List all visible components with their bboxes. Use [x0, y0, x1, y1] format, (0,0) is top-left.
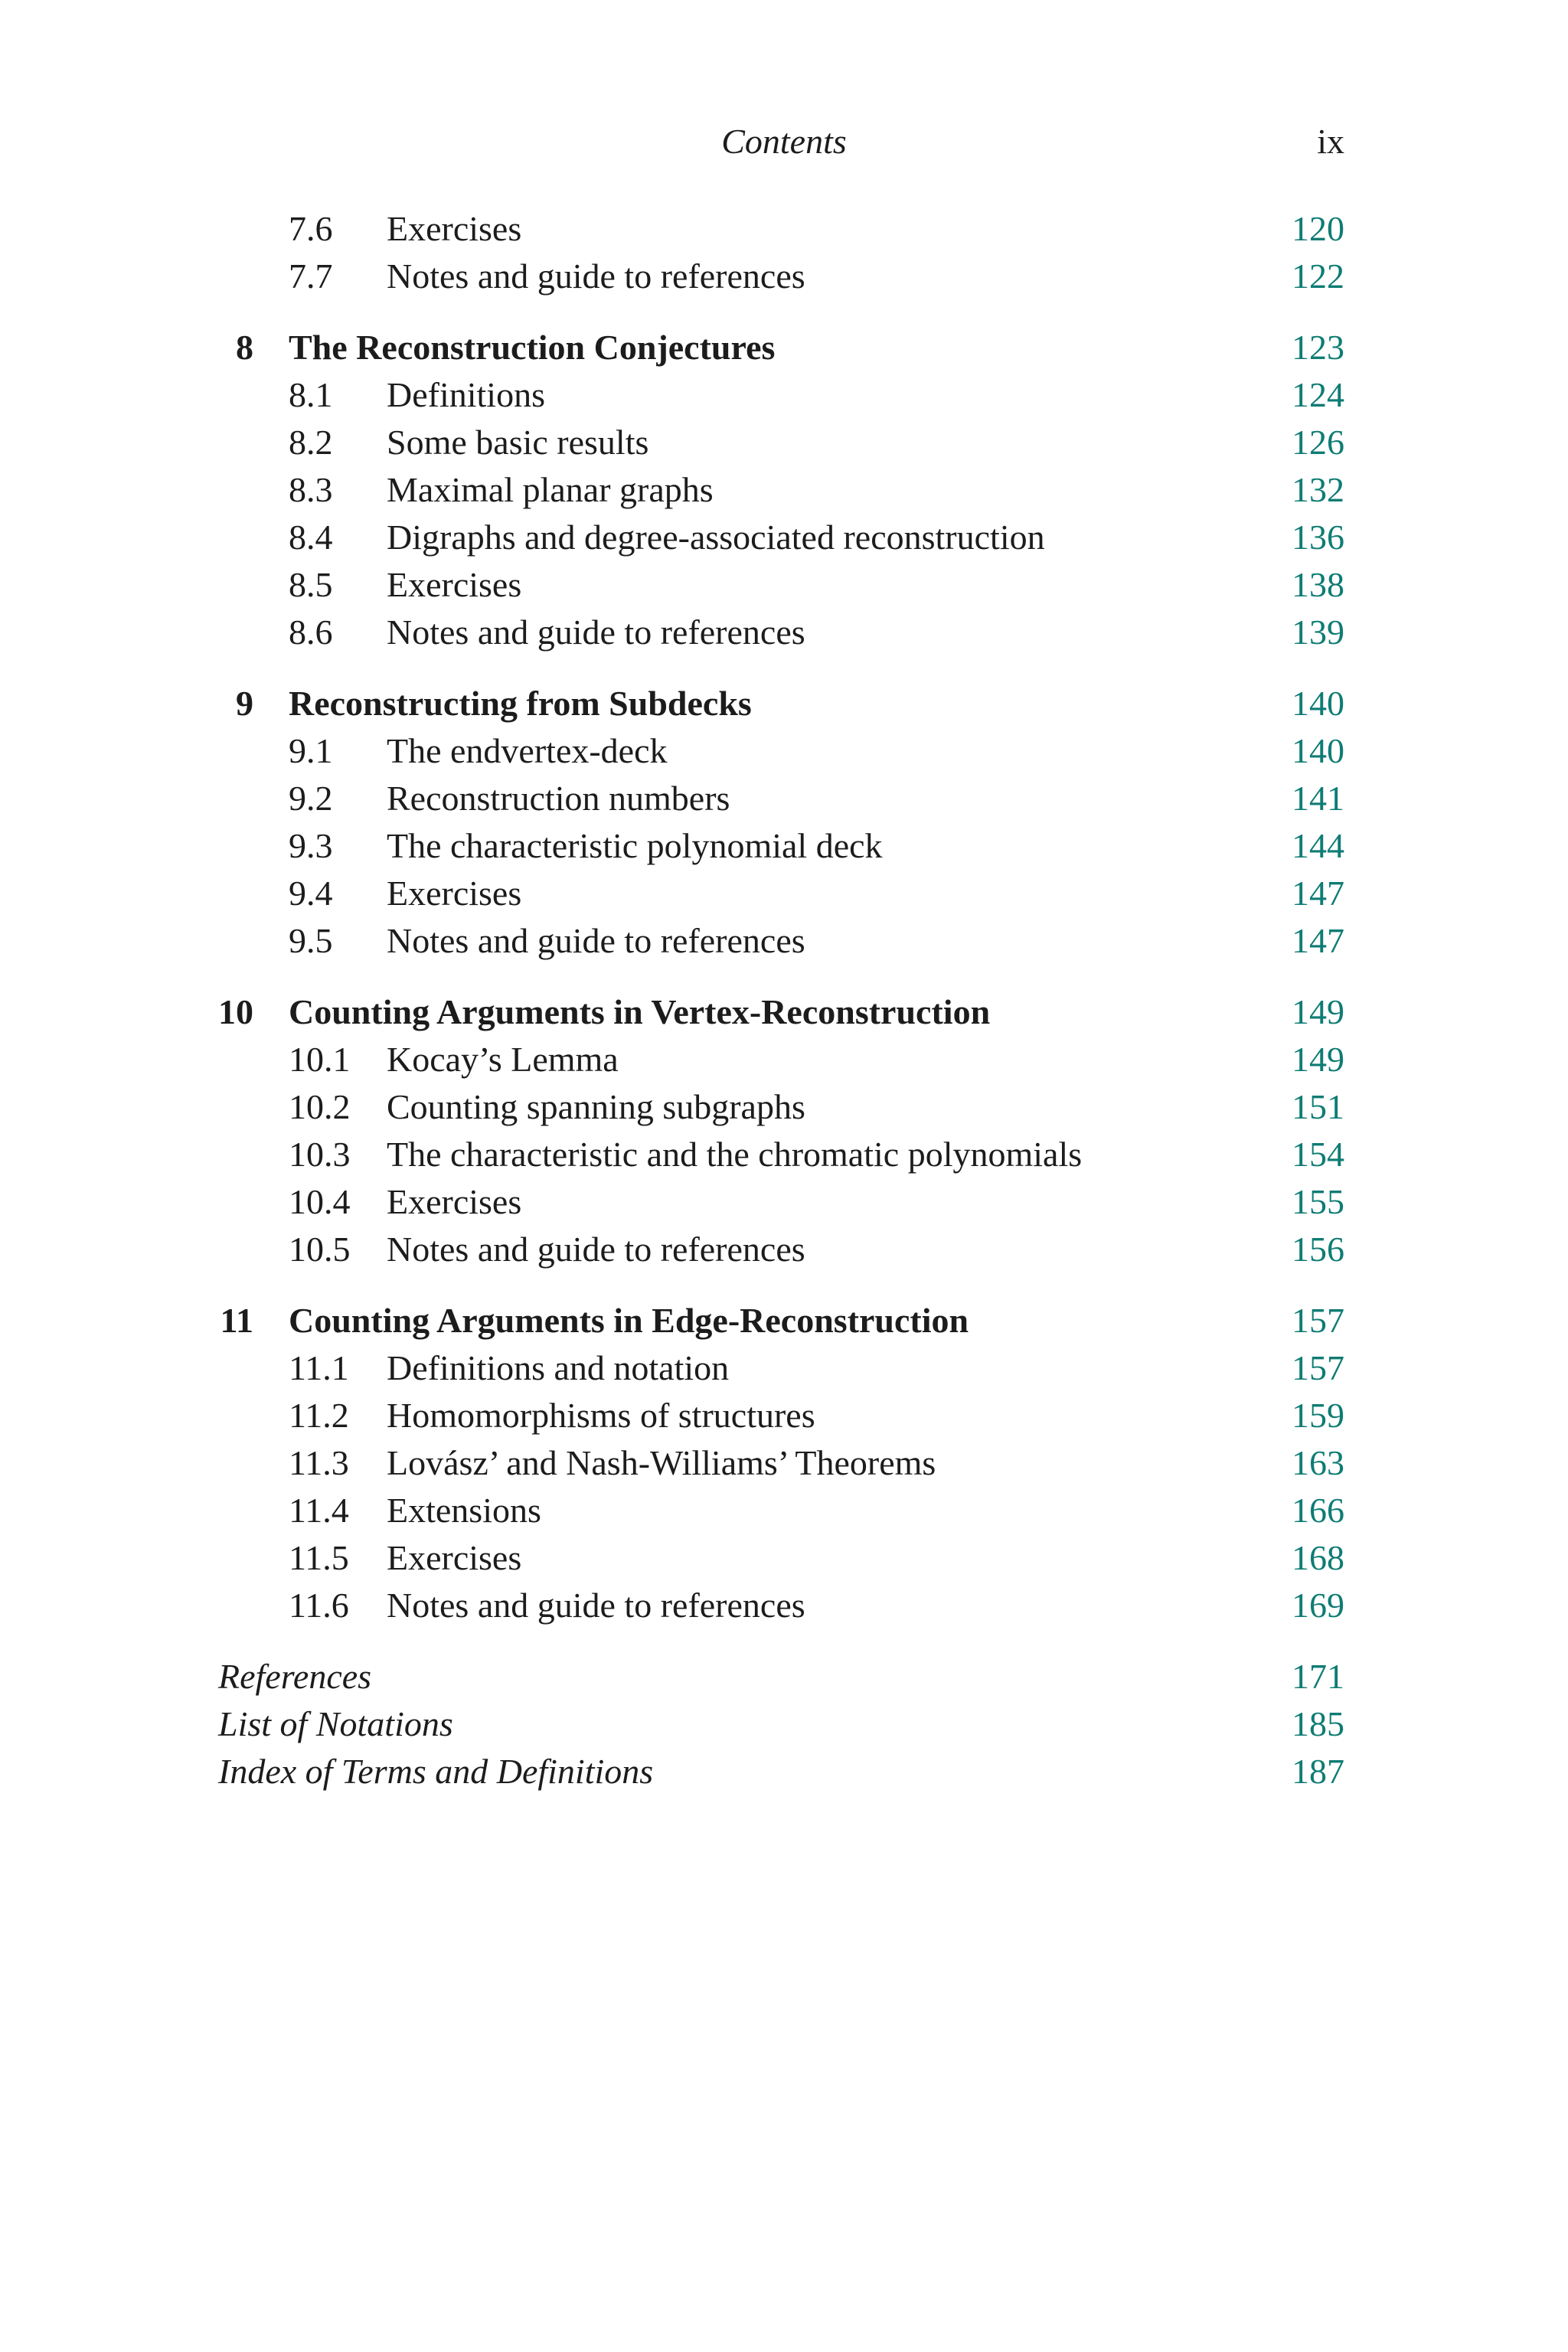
page-number-link[interactable]: 159 [1292, 1396, 1344, 1435]
page-number-link[interactable]: 132 [1292, 470, 1344, 509]
section-title: Exercises [387, 874, 522, 913]
back-title: List of Notations [218, 1704, 453, 1743]
section-number: 11.5 [289, 1538, 349, 1577]
section-title: The characteristic and the chromatic polynomials [387, 1135, 1083, 1174]
chapter-number: 8 [236, 328, 253, 367]
page-number-link[interactable]: 147 [1292, 921, 1344, 960]
toc-entry-section[interactable] [0, 1344, 1568, 1392]
section-number: 10.4 [289, 1182, 351, 1221]
toc-entry-section[interactable] [0, 870, 1568, 917]
toc-entry-section[interactable] [0, 371, 1568, 419]
section-title: Notes and guide to references [387, 921, 805, 960]
section-number: 8.1 [289, 375, 333, 414]
section-number: 9.2 [289, 779, 333, 818]
section-number: 7.6 [289, 209, 333, 248]
toc-entry-section[interactable] [0, 1178, 1568, 1226]
section-number: 10.1 [289, 1040, 351, 1079]
page-number-link[interactable]: 147 [1292, 874, 1344, 913]
toc-entry-section[interactable] [0, 1226, 1568, 1273]
back-title: References [218, 1657, 372, 1696]
page-number-link[interactable]: 124 [1292, 375, 1344, 414]
toc-entry-section[interactable] [0, 1083, 1568, 1131]
toc-entry-section[interactable] [0, 1582, 1568, 1629]
page-number-link[interactable]: 166 [1292, 1491, 1344, 1530]
section-title: Extensions [387, 1491, 541, 1530]
section-title: Definitions and notation [387, 1348, 730, 1387]
page-number-link[interactable]: 163 [1292, 1443, 1344, 1482]
section-number: 10.3 [289, 1135, 351, 1174]
toc-entry-section[interactable] [0, 727, 1568, 775]
section-number: 9.5 [289, 921, 333, 960]
page-number-link[interactable]: 187 [1292, 1752, 1344, 1791]
section-title: Exercises [387, 565, 522, 604]
section-number: 11.1 [289, 1348, 349, 1387]
section-number: 8.2 [289, 423, 333, 462]
page-number-link[interactable]: 169 [1292, 1586, 1344, 1625]
section-number: 11.2 [289, 1396, 349, 1435]
chapter-title: Reconstructing from Subdecks [289, 684, 752, 723]
toc-entry-section[interactable] [0, 466, 1568, 514]
chapter-number: 10 [218, 992, 253, 1031]
toc-entry-chapter[interactable] [0, 324, 1568, 371]
page-number-link[interactable]: 122 [1292, 256, 1344, 296]
page-number-link[interactable]: 139 [1292, 612, 1344, 652]
section-number: 9.3 [289, 826, 333, 865]
section-number: 10.2 [289, 1087, 351, 1126]
toc-entry-section[interactable] [0, 253, 1568, 300]
back-title: Index of Terms and Definitions [218, 1752, 654, 1791]
section-number: 11.4 [289, 1491, 349, 1530]
page-number-link[interactable]: 144 [1292, 826, 1344, 865]
section-number: 8.4 [289, 518, 333, 557]
section-title: Counting spanning subgraphs [387, 1087, 805, 1126]
section-number: 9.4 [289, 874, 333, 913]
toc-entry-chapter[interactable] [0, 680, 1568, 727]
toc-entry-section[interactable] [0, 822, 1568, 870]
page-number-link[interactable]: 120 [1292, 209, 1344, 248]
page-number-link[interactable]: 151 [1292, 1087, 1344, 1126]
page-number-link[interactable]: 168 [1292, 1538, 1344, 1577]
page-number-link[interactable]: 157 [1292, 1348, 1344, 1387]
toc-entry-section[interactable] [0, 1131, 1568, 1178]
page-number-link[interactable]: 140 [1292, 684, 1344, 723]
section-title: Notes and guide to references [387, 612, 805, 652]
toc-entry-section[interactable] [0, 609, 1568, 656]
section-number: 11.6 [289, 1586, 349, 1625]
section-title: Maximal planar graphs [387, 470, 714, 509]
section-title: Notes and guide to references [387, 256, 805, 296]
section-title: Notes and guide to references [387, 1586, 805, 1625]
chapter-title: The Reconstruction Conjectures [289, 328, 776, 367]
page-number-link[interactable]: 136 [1292, 518, 1344, 557]
toc-entry-back[interactable] [0, 1653, 1568, 1700]
toc-entry-back[interactable] [0, 1700, 1568, 1748]
section-title: Homomorphisms of structures [387, 1396, 815, 1435]
toc-entry-section[interactable] [0, 1036, 1568, 1083]
page-number-link[interactable]: 138 [1292, 565, 1344, 604]
page-number-link[interactable]: 154 [1292, 1135, 1344, 1174]
section-title: Lovász’ and Nash-Williams’ Theorems [387, 1443, 936, 1482]
section-number: 8.3 [289, 470, 333, 509]
toc-entry-section[interactable] [0, 1487, 1568, 1534]
section-title: Reconstruction numbers [387, 779, 730, 818]
section-number: 8.5 [289, 565, 333, 604]
section-number: 10.5 [289, 1230, 351, 1269]
section-title: The endvertex-deck [387, 731, 668, 770]
section-title: Exercises [387, 209, 522, 248]
section-number: 8.6 [289, 612, 333, 652]
running-head-page-number: ix [1317, 122, 1344, 161]
section-title: The characteristic polynomial deck [387, 826, 883, 865]
page-number-link[interactable]: 140 [1292, 731, 1344, 770]
toc-entry-section[interactable] [0, 917, 1568, 965]
page-number-link[interactable]: 149 [1292, 992, 1344, 1031]
page-number-link[interactable]: 155 [1292, 1182, 1344, 1221]
toc-entry-back[interactable] [0, 1748, 1568, 1795]
chapter-number: 11 [220, 1301, 253, 1340]
page-number-link[interactable]: 185 [1292, 1704, 1344, 1743]
section-title: Notes and guide to references [387, 1230, 805, 1269]
section-number: 7.7 [289, 256, 333, 296]
chapter-number: 9 [236, 684, 253, 723]
section-title: Kocay’s Lemma [387, 1040, 619, 1079]
page-number-link[interactable]: 141 [1292, 779, 1344, 818]
toc-entry-section[interactable] [0, 514, 1568, 561]
page-number-link[interactable]: 171 [1292, 1657, 1344, 1696]
toc-entry-section[interactable] [0, 205, 1568, 253]
section-number: 11.3 [289, 1443, 349, 1482]
toc-entry-chapter[interactable] [0, 988, 1568, 1036]
toc-entry-chapter[interactable] [0, 1297, 1568, 1344]
page-number-link[interactable]: 123 [1292, 328, 1344, 367]
chapter-title: Counting Arguments in Vertex-Reconstruction [289, 992, 991, 1031]
section-title: Exercises [387, 1538, 522, 1577]
chapter-title: Counting Arguments in Edge-Reconstruction [289, 1301, 969, 1340]
running-head-title: Contents [721, 122, 847, 161]
section-title: Definitions [387, 375, 545, 414]
toc-entry-section[interactable] [0, 775, 1568, 822]
page-number-link[interactable]: 157 [1292, 1301, 1344, 1340]
page-number-link[interactable]: 149 [1292, 1040, 1344, 1079]
toc-entry-section[interactable] [0, 1439, 1568, 1487]
section-title: Exercises [387, 1182, 522, 1221]
section-title: Digraphs and degree-associated reconstruction [387, 518, 1045, 557]
page-number-link[interactable]: 156 [1292, 1230, 1344, 1269]
toc-entry-section[interactable] [0, 561, 1568, 609]
toc-entry-section[interactable] [0, 1534, 1568, 1582]
section-number: 9.1 [289, 731, 333, 770]
section-title: Some basic results [387, 423, 649, 462]
page-number-link[interactable]: 126 [1292, 423, 1344, 462]
toc-entry-section[interactable] [0, 1392, 1568, 1439]
toc-entry-section[interactable] [0, 419, 1568, 466]
